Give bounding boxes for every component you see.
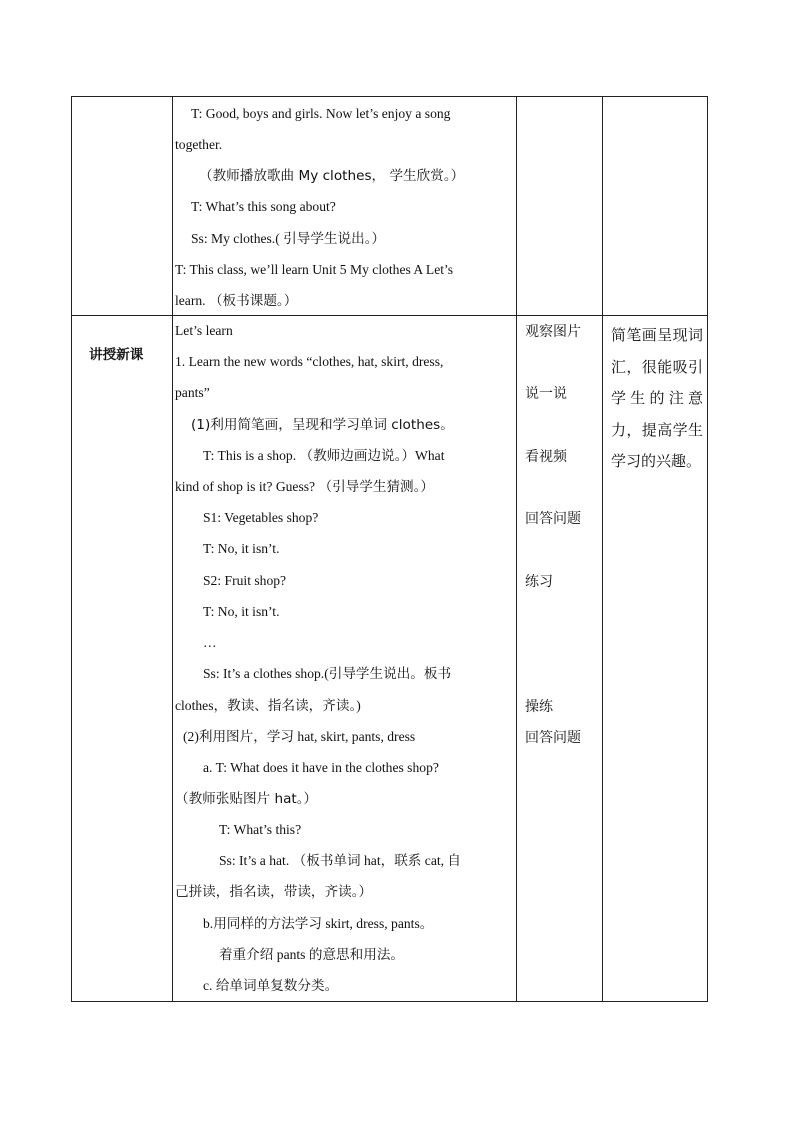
activity-item: 观察图片 [525, 324, 581, 340]
activity-item: 看视频 [525, 449, 567, 465]
text-line: 1. Learn the new words “clothes, hat, skirt, dress, [175, 354, 444, 369]
section-label: 讲授新课 [89, 347, 144, 363]
stage-cell [72, 316, 173, 1002]
lesson-plan-table [71, 96, 708, 1002]
text-line: T: What’s this? [219, 822, 302, 837]
text-line: (2)利用图片，学习 hat, skirt, pants, dress [183, 729, 416, 744]
text-line: S1: Vegetables shop? [203, 510, 319, 525]
text-line: T: No, it isn’t. [203, 604, 280, 619]
activity-cell [517, 97, 603, 316]
text-line: a. T: What does it have in the clothes shop? [203, 760, 439, 775]
stage-cell [72, 97, 173, 316]
procedure-cell [173, 316, 517, 1002]
text-line: learn. （板书课题。） [175, 293, 298, 308]
activity-item: 回答问题 [525, 730, 581, 746]
text-line: S2: Fruit shop? [203, 573, 287, 588]
text-line: （教师播放歌曲 My clothes， 学生欣赏。） [199, 168, 465, 184]
text-line: T: No, it isn’t. [203, 541, 280, 556]
text-line: together. [175, 137, 223, 152]
activity-item: 操练 [525, 699, 553, 715]
procedure-cell [173, 97, 517, 316]
text-line: Ss: My clothes.( 引导学生说出。） [191, 231, 386, 246]
text-line: T: This class, we’ll learn Unit 5 My clothes A Let’s [175, 262, 454, 277]
activity-item: 回答问题 [525, 511, 581, 527]
text-line: Ss: It’s a hat. （板书单词 hat，联系 cat, 自 [219, 853, 462, 868]
text-line: 着重介绍 pants 的意思和用法。 [219, 947, 405, 962]
purpose-text: 简笔画呈现词汇，很能吸引学生的注意力，提高学生学习的兴趣。 [611, 326, 703, 470]
text-line: kind of shop is it? Guess? （引导学生猜测。） [175, 479, 435, 494]
text-line: 己拼读，指名读，带读，齐读。） [175, 884, 373, 900]
text-line: clothes，教读、指名读，齐读。) [175, 698, 361, 713]
text-line: T: This is a shop. （教师边画边说。）What [203, 448, 445, 463]
text-line: pants” [175, 385, 210, 400]
table-row [72, 97, 708, 316]
text-line: T: What’s this song about? [191, 199, 336, 214]
text-line: … [203, 635, 217, 650]
text-line: T: Good, boys and girls. Now let’s enjoy a song [191, 106, 451, 121]
text-line: (1)利用简笔画，呈现和学习单词 clothes。 [191, 417, 454, 433]
text-line: （教师张贴图片 hat。） [175, 791, 318, 807]
text-line: b.用同样的方法学习 skirt, dress, pants。 [203, 916, 434, 931]
purpose-cell [603, 316, 708, 1002]
table-row [72, 316, 708, 1002]
text-line: Let’s learn [175, 323, 233, 338]
activity-cell [517, 316, 603, 1002]
text-line: Ss: It’s a clothes shop.(引导学生说出。板书 [203, 666, 452, 681]
purpose-cell [603, 97, 708, 316]
text-line: c. 给单词单复数分类。 [203, 978, 339, 993]
activity-item: 练习 [525, 574, 553, 590]
activity-item: 说一说 [525, 386, 567, 402]
